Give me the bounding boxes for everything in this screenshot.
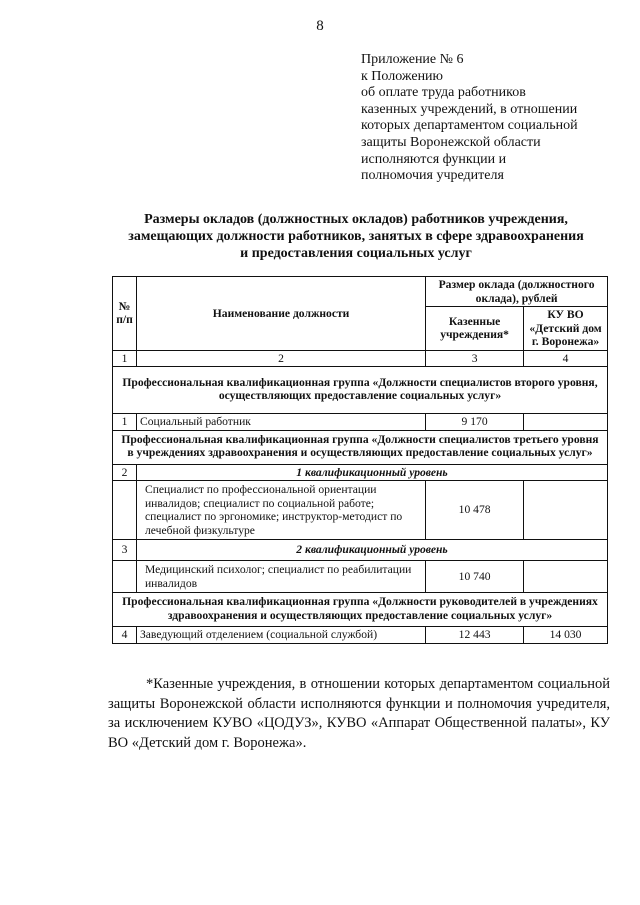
group-title: Профессиональная квалификационная группа «Должности специалистов третьего уровня в учреждениях здравоохранения и осуществляющих предоставление социальных услуг» [113,430,608,464]
document-title [96,211,616,262]
level-row [113,540,608,561]
table-row [113,627,608,644]
row-num: 2 [113,464,137,481]
col-number: 4 [524,350,608,367]
table-row [113,561,608,593]
salary-kazennye: 10 740 [426,561,524,593]
footnote-text: *Казенные учреждения, в отношении которых департаментом социальной защиты Воронежской области исполняются функции и полномочия учредителя, за исключением КУВО «ЦОДУЗ», КУВО «Аппарат Общественной палаты», КУ ВО «Детский дом г. Воронежа». [108,676,610,751]
salary-kazennye: 9 170 [426,414,524,431]
column-number-row [113,350,608,367]
salary-kuvo [524,481,608,540]
row-num: 4 [113,627,137,644]
row-num: 1 [113,414,137,431]
position-name: Заведующий отделением (социальной службой) [136,627,425,644]
appendix-line: защиты Воронежской области [361,134,541,150]
header-salary: Размер оклада (должностного оклада), рублей [426,277,608,307]
level-label: 1 квалификационный уровень [136,464,607,481]
title-line: и предоставления социальных услуг [240,246,472,261]
level-row [113,464,608,481]
group-row [113,593,608,627]
table-header-row [113,277,608,307]
group-title: Профессиональная квалификационная группа «Должности специалистов второго уровня, осуществляющих предоставление социальных услуг» [113,367,608,414]
table-row [113,481,608,540]
salary-kazennye: 10 478 [426,481,524,540]
appendix-line: исполняются функции и [361,151,507,167]
salary-kuvo [524,561,608,593]
title-line: замещающих должности работников, занятых в сфере здравоохранения [128,229,584,244]
row-num [113,561,137,593]
position-name: Специалист по профессиональной ориентации инвалидов; специалист по социальной работе; специалист по эргономике; инструктор-методист по лечебной физкультуре [136,481,425,540]
position-name: Социальный работник [136,414,425,431]
appendix-header [361,52,611,185]
row-num: 3 [113,540,137,561]
col-number: 2 [136,350,425,367]
appendix-line: Приложение № 6 [361,52,464,67]
group-title: Профессиональная квалификационная группа «Должности руководителей в учреждениях здравоохранения и осуществляющих предоставление социальных услуг» [113,593,608,627]
salary-kuvo: 14 030 [524,627,608,644]
page-number: 8 [316,18,324,34]
group-row [113,367,608,414]
table-row [113,414,608,431]
position-name: Медицинский психолог; специалист по реабилитации инвалидов [136,561,425,593]
level-label: 2 квалификационный уровень [136,540,607,561]
group-row [113,430,608,464]
col-number: 1 [113,350,137,367]
header-num: № п/п [113,277,137,351]
salary-table [112,276,608,644]
appendix-line: которых департаментом социальной [361,118,578,134]
salary-kuvo [524,414,608,431]
col-number: 3 [426,350,524,367]
header-position: Наименование должности [136,277,425,351]
salary-kazennye: 12 443 [426,627,524,644]
appendix-line: полномочия учредителя [361,168,504,184]
row-num [113,481,137,540]
footnote [108,675,610,753]
appendix-line: казенных учреждений, в отношении [361,101,578,117]
header-kuvo: КУ ВО «Детский дом г. Воронежа» [524,307,608,351]
header-kazennye: Казенные учреждения* [426,307,524,351]
title-line: Размеры окладов (должностных окладов) работников учреждения, [144,212,568,227]
appendix-line: к Положению [361,68,444,84]
appendix-line: об оплате труда работников [361,85,526,101]
